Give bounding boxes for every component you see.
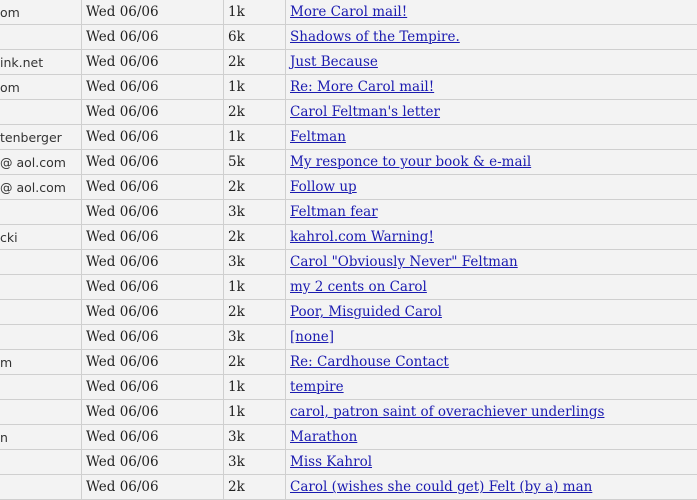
message-sender <box>0 400 82 425</box>
message-subject-link[interactable]: Shadows of the Tempire. <box>290 29 460 45</box>
message-row[interactable] <box>0 125 697 150</box>
message-size: 1k <box>224 275 286 300</box>
message-row[interactable] <box>0 275 697 300</box>
message-date: Wed 06/06 <box>82 200 224 225</box>
message-date: Wed 06/06 <box>82 350 224 375</box>
message-subject-cell <box>286 450 697 475</box>
message-row[interactable] <box>0 350 697 375</box>
message-row[interactable] <box>0 0 697 25</box>
message-subject-link[interactable]: kahrol.com Warning! <box>290 229 434 245</box>
message-row[interactable] <box>0 475 697 500</box>
message-sender <box>0 300 82 325</box>
message-size: 1k <box>224 375 286 400</box>
message-subject-link[interactable]: Feltman fear <box>290 204 378 220</box>
message-subject-cell <box>286 300 697 325</box>
message-row[interactable] <box>0 200 697 225</box>
message-subject-cell <box>286 150 697 175</box>
message-date: Wed 06/06 <box>82 325 224 350</box>
message-size: 2k <box>224 350 286 375</box>
message-size: 2k <box>224 225 286 250</box>
message-row[interactable] <box>0 425 697 450</box>
message-date: Wed 06/06 <box>82 400 224 425</box>
message-size: 6k <box>224 25 286 50</box>
message-row[interactable] <box>0 100 697 125</box>
message-subject-link[interactable]: Marathon <box>290 429 358 445</box>
message-date: Wed 06/06 <box>82 450 224 475</box>
message-sender <box>0 250 82 275</box>
message-date: Wed 06/06 <box>82 425 224 450</box>
message-subject-link[interactable]: Poor, Misguided Carol <box>290 304 442 320</box>
message-date: Wed 06/06 <box>82 0 224 25</box>
message-subject-cell <box>286 125 697 150</box>
message-subject-cell <box>286 350 697 375</box>
message-row[interactable] <box>0 75 697 100</box>
message-row[interactable] <box>0 325 697 350</box>
message-size: 2k <box>224 475 286 500</box>
message-size: 3k <box>224 200 286 225</box>
message-sender <box>0 475 82 500</box>
message-sender: tenberger <box>0 125 82 150</box>
message-sender <box>0 100 82 125</box>
message-sender: m <box>0 350 82 375</box>
message-size: 2k <box>224 300 286 325</box>
message-date: Wed 06/06 <box>82 225 224 250</box>
message-date: Wed 06/06 <box>82 475 224 500</box>
message-date: Wed 06/06 <box>82 75 224 100</box>
message-sender <box>0 200 82 225</box>
message-subject-link[interactable]: Just Because <box>290 54 378 70</box>
message-date: Wed 06/06 <box>82 150 224 175</box>
message-subject-cell <box>286 275 697 300</box>
message-size: 3k <box>224 425 286 450</box>
message-size: 1k <box>224 125 286 150</box>
message-subject-link[interactable]: Follow up <box>290 179 357 195</box>
message-subject-link[interactable]: Carol Feltman's letter <box>290 104 441 120</box>
message-sender: cki <box>0 225 82 250</box>
message-sender <box>0 375 82 400</box>
message-row[interactable] <box>0 50 697 75</box>
message-subject-link[interactable]: Feltman <box>290 129 346 145</box>
message-subject-link[interactable]: [none] <box>290 329 335 345</box>
message-subject-link[interactable]: Re: Cardhouse Contact <box>290 354 449 370</box>
message-date: Wed 06/06 <box>82 50 224 75</box>
message-subject-cell <box>286 100 697 125</box>
message-date: Wed 06/06 <box>82 375 224 400</box>
message-row[interactable] <box>0 175 697 200</box>
message-size: 3k <box>224 325 286 350</box>
message-subject-cell <box>286 250 697 275</box>
message-size: 3k <box>224 250 286 275</box>
message-row[interactable] <box>0 450 697 475</box>
message-row[interactable] <box>0 375 697 400</box>
message-sender: @ aol.com <box>0 175 82 200</box>
message-row[interactable] <box>0 225 697 250</box>
message-size: 5k <box>224 150 286 175</box>
message-subject-cell <box>286 425 697 450</box>
message-subject-cell <box>286 200 697 225</box>
message-subject-cell <box>286 75 697 100</box>
message-sender: ink.net <box>0 50 82 75</box>
message-subject-cell <box>286 475 697 500</box>
message-sender <box>0 450 82 475</box>
message-subject-link[interactable]: Carol "Obviously Never" Feltman <box>290 254 518 270</box>
message-size: 3k <box>224 450 286 475</box>
message-sender: om <box>0 75 82 100</box>
message-date: Wed 06/06 <box>82 25 224 50</box>
message-subject-link[interactable]: My responce to your book & e-mail <box>290 154 532 170</box>
message-subject-link[interactable]: Re: More Carol mail! <box>290 79 435 95</box>
message-subject-link[interactable]: Carol (wishes she could get) Felt (by a) man <box>290 479 593 495</box>
message-row[interactable] <box>0 150 697 175</box>
message-sender <box>0 25 82 50</box>
message-sender: n <box>0 425 82 450</box>
message-subject-cell <box>286 50 697 75</box>
message-size: 1k <box>224 0 286 25</box>
message-date: Wed 06/06 <box>82 125 224 150</box>
message-subject-link[interactable]: More Carol mail! <box>290 4 408 20</box>
message-subject-cell <box>286 325 697 350</box>
message-size: 2k <box>224 50 286 75</box>
message-row[interactable] <box>0 250 697 275</box>
message-subject-cell <box>286 0 697 25</box>
message-row[interactable] <box>0 300 697 325</box>
message-size: 2k <box>224 100 286 125</box>
message-size: 1k <box>224 75 286 100</box>
message-row[interactable] <box>0 25 697 50</box>
message-sender <box>0 275 82 300</box>
message-subject-cell <box>286 225 697 250</box>
message-subject-cell <box>286 400 697 425</box>
message-date: Wed 06/06 <box>82 100 224 125</box>
message-subject-cell <box>286 175 697 200</box>
message-date: Wed 06/06 <box>82 275 224 300</box>
message-date: Wed 06/06 <box>82 300 224 325</box>
message-size: 1k <box>224 400 286 425</box>
message-subject-link[interactable]: Miss Kahrol <box>290 454 373 470</box>
message-subject-link[interactable]: my 2 cents on Carol <box>290 279 427 295</box>
message-subject-link[interactable]: carol, patron saint of overachiever underlings <box>290 404 605 420</box>
message-sender: om <box>0 0 82 25</box>
message-subject-link[interactable]: tempire <box>290 379 344 395</box>
message-subject-cell <box>286 25 697 50</box>
message-date: Wed 06/06 <box>82 175 224 200</box>
message-sender <box>0 325 82 350</box>
message-row[interactable] <box>0 400 697 425</box>
message-date: Wed 06/06 <box>82 250 224 275</box>
message-size: 2k <box>224 175 286 200</box>
message-subject-cell <box>286 375 697 400</box>
message-sender: @ aol.com <box>0 150 82 175</box>
